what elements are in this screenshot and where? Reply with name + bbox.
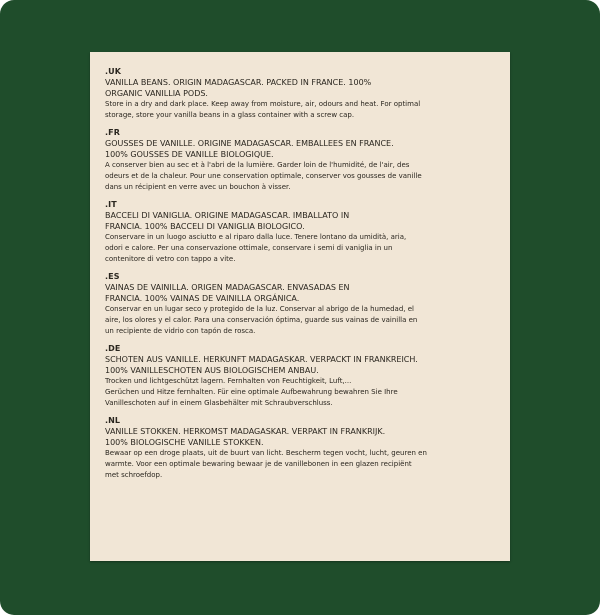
product-headline: BACCELI DI VANIGLIA. ORIGINE MADAGASCAR. IMBALLATO IN FRANCIA. 100% BACCELI DI VANIGLIA BIOLOGICO.	[105, 211, 350, 231]
product-headline: VAINAS DE VAINILLA. ORIGEN MADAGASCAR. ENVASADAS EN FRANCIA. 100% VAINAS DE VAINILLA ORGÁNICA.	[105, 283, 350, 303]
storage-instructions: Trocken und lichtgeschützt lagern. Fernhalten von Feuchtigkeit, Luft,... Gerüchen und Hitze fernhalten. Für eine optimale Aufbewahrung bewahren Sie Ihre Vanilleschoten auf in einem Glasbehälter mit Schraubverschluss.	[105, 377, 398, 407]
section-de	[105, 343, 496, 409]
section-es	[105, 271, 496, 337]
storage-instructions: A conserver bien au sec et à l'abri de la lumière. Garder loin de l'humidité, de l'air, des odeurs et de la chaleur. Pour une conservation optimale, conserver vos gousses de vanille dans un récipient en verre avec un bouchon à visser.	[105, 161, 422, 191]
language-code: .NL	[105, 416, 121, 425]
product-headline: SCHOTEN AUS VANILLE. HERKUNFT MADAGASKAR. VERPACKT IN FRANKREICH. 100% VANILLESCHOTEN AUS BIOLOGISCHEM ANBAU.	[105, 355, 418, 375]
language-code: .ES	[105, 272, 120, 281]
product-headline: GOUSSES DE VANILLE. ORIGINE MADAGASCAR. EMBALLEES EN FRANCE. 100% GOUSSES DE VANILLE BIOLOGIQUE.	[105, 139, 394, 159]
storage-instructions: Conservare in un luogo asciutto e al riparo dalla luce. Tenere lontano da umidità, aria, odori e calore. Per una conservazione ottimale, conservare i semi di vaniglia in un contenitore di vetro con tappo a vite.	[105, 233, 407, 263]
section-uk	[105, 66, 496, 121]
product-headline: VANILLA BEANS. ORIGIN MADAGASCAR. PACKED IN FRANCE. 100% ORGANIC VANILLIA PODS.	[105, 78, 372, 98]
section-nl	[105, 415, 496, 481]
label-card	[90, 52, 510, 561]
language-code: .IT	[105, 200, 117, 209]
section-fr	[105, 127, 496, 193]
language-code: .DE	[105, 344, 121, 353]
language-code: .FR	[105, 128, 120, 137]
language-code: .UK	[105, 67, 122, 76]
storage-instructions: Store in a dry and dark place. Keep away from moisture, air, odours and heat. For optimal storage, store your vanilla beans in a glass container with a screw cap.	[105, 100, 421, 119]
storage-instructions: Bewaar op een droge plaats, uit de buurt van licht. Bescherm tegen vocht, lucht, geuren en warmte. Voor een optimale bewaring bewaar je de vanillebonen in een glazen recipiënt met schroefdop.	[105, 449, 427, 479]
section-it	[105, 199, 496, 265]
storage-instructions: Conservar en un lugar seco y protegido de la luz. Conservar al abrigo de la humedad, el aire, los olores y el calor. Para una conservación óptima, guarde sus vainas de vainilla en un recipiente de vidrio con tapón de rosca.	[105, 305, 418, 335]
product-headline: VANILLE STOKKEN. HERKOMST MADAGASKAR. VERPAKT IN FRANKRIJK. 100% BIOLOGISCHE VANILLE STOKKEN.	[105, 427, 386, 447]
